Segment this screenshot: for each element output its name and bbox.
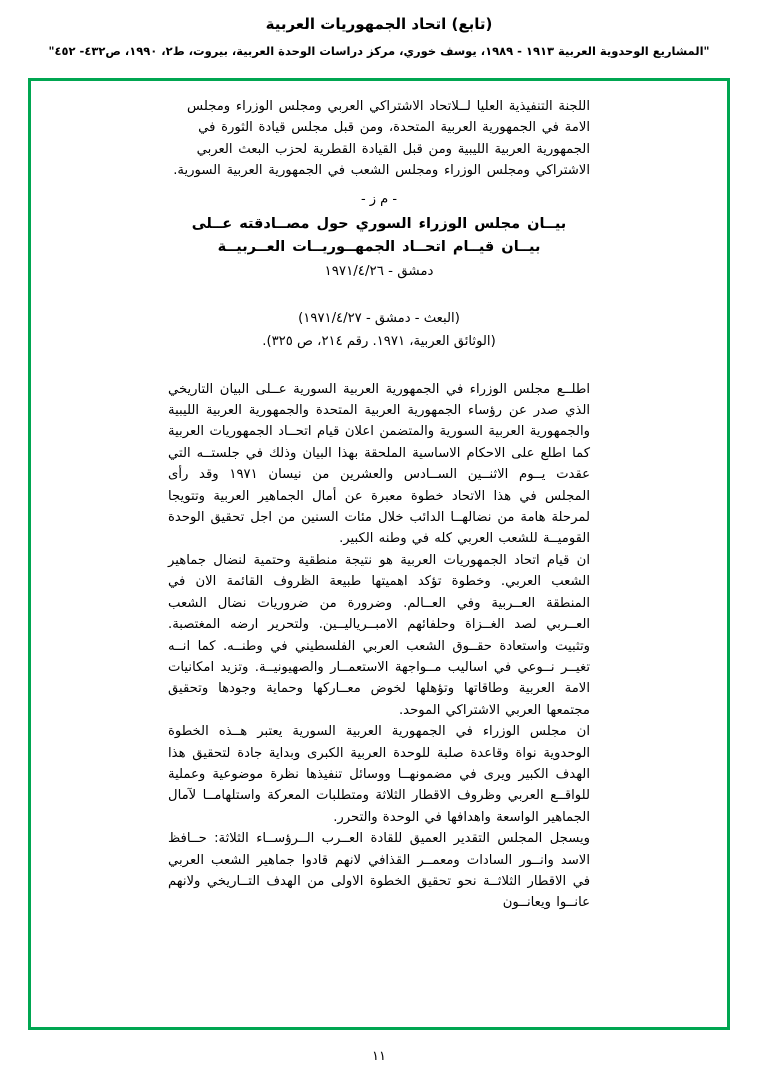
document-title [168, 213, 590, 259]
body-paragraph: اطلــع مجلس الوزراء في الجمهورية العربية السورية عــلى البيان التاريخي الذي صدر عن رؤساء الجمهورية العربية المتحدة والجمهورية العربية الليبية والجمهورية العربية السورية والمتضمن اعلان قيام اتحــاد الجمهوريات العربية كما اطلع على الاحكام الاساسية الملحقة بهذا البيان وذلك في جلستــه التي عقدت يــوم الاثنــين الســادس والعشرين من نيسان ١٩٧١ وقد رأى المجلس في هذا الاتحاد خطوة معبرة عن أمال الجماهير العربية وتتويجا لمرحلة هامة من نضالهــا الدائب خلال مئات السنين من اجل تحقيق الوحدة القوميــة للشعب العربي كله في وطنه الكبير. [168, 381, 590, 547]
header-source-citation: "المشاريع الوحدوية العربية ١٩١٣ - ١٩٨٩، يوسف خوري، مركز دراسات الوحدة العربية، بيروت، ط٢، ١٩٩٠، ص٤٣٢- ٤٥٢" [48, 44, 710, 58]
header-title: (تابع) اتحاد الجمهوريات العربية [265, 15, 493, 33]
intro-paragraph: اللجنة التنفيذية العليا لــلاتحاد الاشتراكي العربي ومجلس الوزراء ومجلس الامة في الجمهورية العربية المتحدة، ومن قبل مجلس قيادة الثورة في الجمهورية العربية الليبية ومن قبل القيادة القطرية لحزب البعث العربي الاشتراكي ومجلس الوزراء ومجلس الشعب في الجمهورية العربية السورية. [173, 99, 590, 179]
citation-line-2: (الوثائق العربية، ١٩٧١. رقم ٢١٤، ص ٣٢٥). [262, 333, 496, 349]
body-paragraph: ان مجلس الوزراء في الجمهورية العربية السورية يعتبر هــذه الخطوة الوحدوية نواة وقاعدة صلبة للوحدة العربية الكبرى وبداية جادة لتحقيق هذا الهدف الكبير ويرى في مضمونهــا ووسائل تنفيذها نظرة موضوعية وعملية للواقــع العربي وظروف الاقطار الثلاثة ومتطلبات المعركة واستلهامــا لآمال الجماهير الواسعة واهدافها في الوحدة والتحرر. [168, 724, 590, 825]
document-date: دمشق - ١٩٧١/٤/٢٦ [324, 263, 434, 279]
document-citation [168, 307, 590, 353]
body-paragraph: ويسجل المجلس التقدير العميق للقادة العــرب الــرؤســاء الثلاثة: حــافظ الاسد وانــور السادات ومعمــر القذافي لانهم قادوا جماهير الشعب العربي في الاقطار الثلاثــة نحو تحقيق الخطوة الاولى من الهدف التــاريخي ولانهم عانــوا ويعانــون [168, 831, 590, 911]
document-title-line-2: بيــان قيــام اتحــاد الجمهــوريــات العــربيــة [217, 238, 541, 255]
document-content [168, 96, 590, 914]
section-separator: - م ز - [360, 191, 398, 207]
intro-block [168, 96, 590, 182]
citation-line-1: (البعث - دمشق - ١٩٧١/٤/٢٧) [298, 310, 460, 326]
document-body [168, 379, 590, 914]
document-title-line-1: بيــان مجلس الوزراء السوري حول مصــادقته عــلى [191, 215, 567, 232]
page-header [0, 0, 758, 59]
body-paragraph: ان قيام اتحاد الجمهوريات العربية هو نتيجة منطقية وحتمية لنضال جماهير الشعب العربي. وخطوة تؤكد اهميتها طبيعة الظروف القائمة الان في المنطقة العــربية وفي العــالم. وضرورة من ضروريات نضال الشعب العــربي لصد الغــزاة وحلفائهم الامبــرياليــين. ولتحرير ارضه المغتصبة. وتثبيت واستعادة حقــوق الشعب العربي الفلسطيني في وطنــه. كما انــه تغيــر نــوعي في اساليب مــواجهة الاستعمــار والصهيونيــة. وتزيد امكانيات الامة العربية وطاقاتها وتؤهلها لخوض معــاركها وحماية وجودها وتحقيق مجتمعها العربي الاشتراكي الموحد. [168, 552, 590, 718]
page-number: ١١ [372, 1049, 386, 1064]
